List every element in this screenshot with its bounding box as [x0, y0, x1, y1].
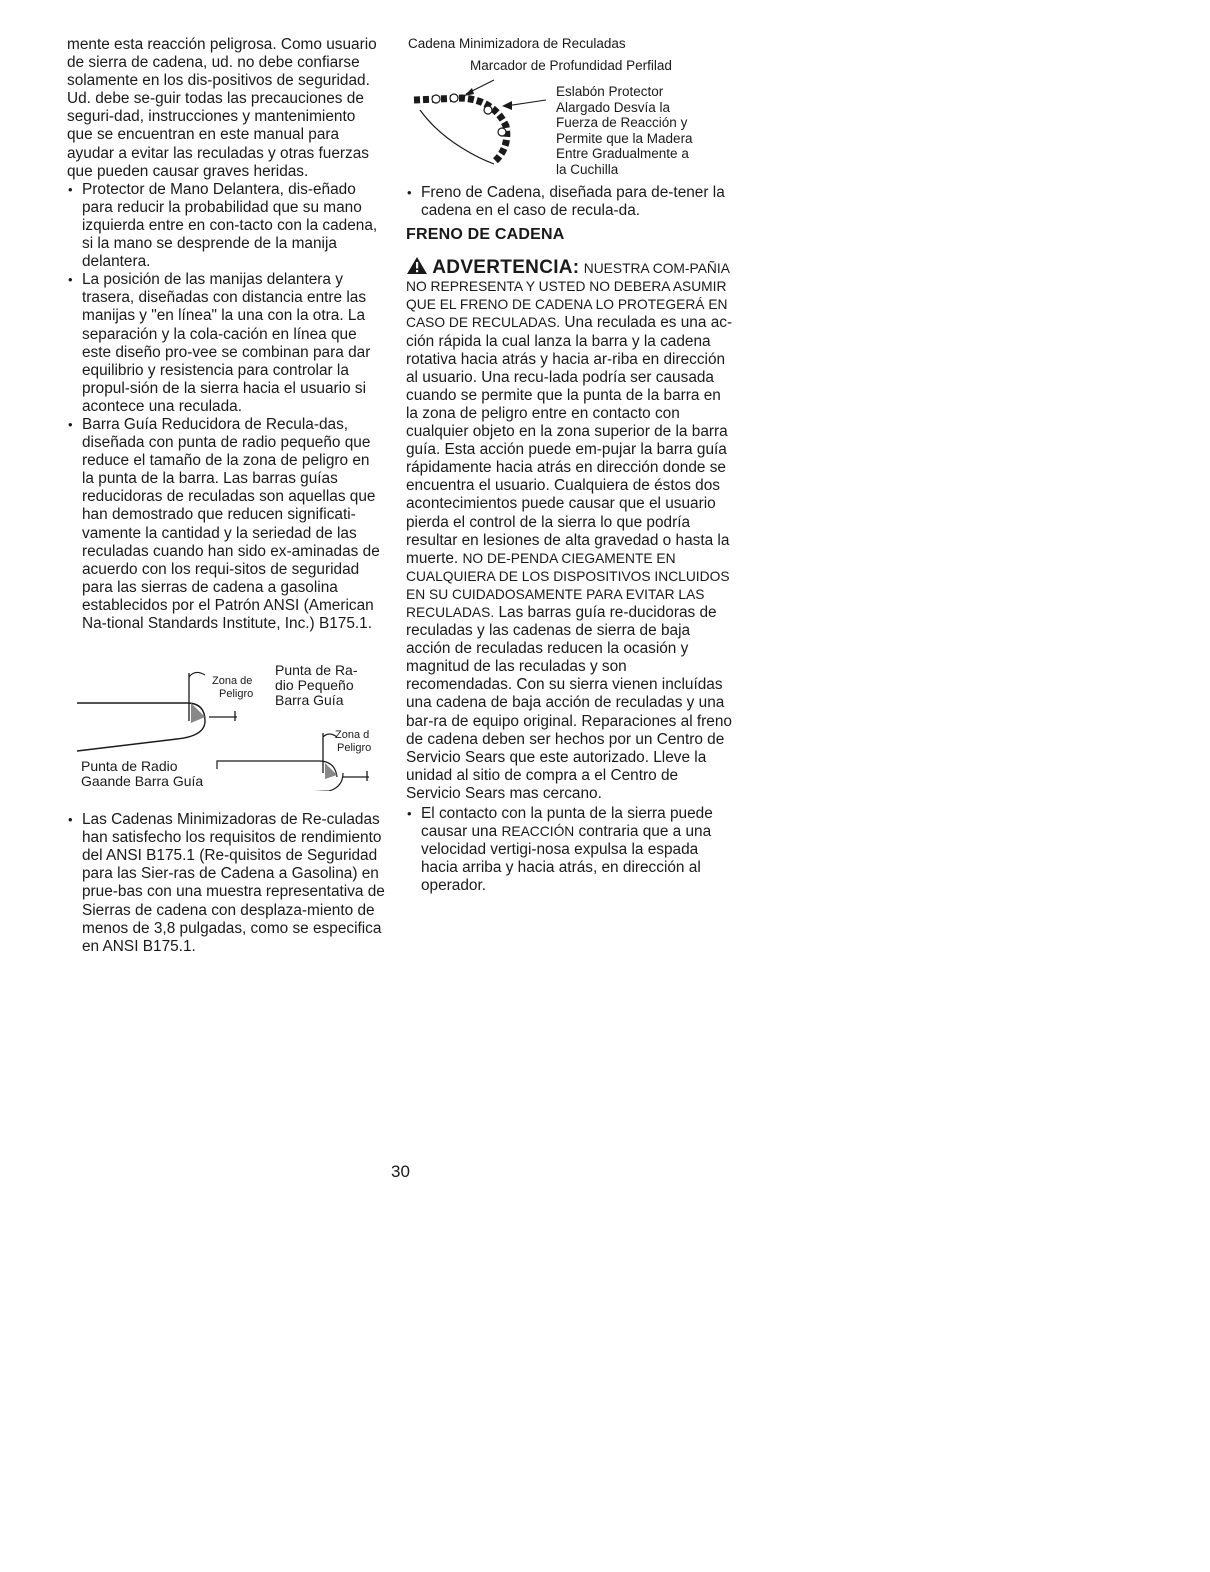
danger-zone-label: Zona d — [335, 729, 370, 742]
small-radius-tip-label: Punta de Ra- dio Pequeño Barra Guía — [275, 662, 358, 709]
warning-paragraph — [406, 256, 736, 803]
contact-list — [406, 805, 736, 895]
guide-bar-figure — [67, 651, 385, 791]
list-item: • Las Cadenas Minimizadoras de Re-culadas han satisfecho los requisitos de rendimiento del ANSI B175.1 (Re-quisitos de Seguridad para las Sier-ras de Cadena a Gasolina) en prue-bas con una muestra representativa de Sierras de cadena con desplaza-miento de menos de 3,8 pulgadas, como se especifica en ANSI B175.1. — [67, 811, 385, 956]
contact-text: El contacto con la punta de la sierra puede causar una — [421, 805, 713, 841]
list-item — [406, 805, 736, 895]
warning-icon — [406, 256, 428, 275]
chain-list — [67, 811, 385, 956]
right-column — [406, 36, 736, 895]
depth-gauge-label: Marcador de Profundidad Perfilad — [470, 58, 672, 73]
danger-zone-label: Peligro — [337, 742, 372, 755]
contact-caps: REACCIÓN — [501, 824, 575, 840]
warning-text: Las barras guía re-ducidoras de reculadas y las cadenas de sierra de baja acción de reculadas reducen la ocasión y magnitud de las reculadas y son recomendadas. Con su sierra vienen incluídas una cadena de baja acción de reculadas y una bar-ra de equipo original. Reparaciones al freno de cadena deben ser hechos por un Centro de Servicio Sears que este autorizado. Lleve la unidad al sitio de compra a el Centro de Servicio Sears mas cercano. — [406, 603, 732, 802]
large-radius-tip-label: Punta de Radio Gaande Barra Guía — [81, 758, 204, 790]
danger-zone-label: Peligro — [219, 688, 254, 701]
list-item: • Freno de Cadena, diseñada para de-tener la cadena en el caso de recula-da. — [406, 184, 736, 220]
warning-caps: NO DE-PENDA CIEGAMENTE EN CUALQUIERA DE LOS DISPOSITIVOS INCLUIDOS EN SU CUIDADOSAMENTE PARA EVITAR LAS RECULADAS. — [406, 550, 730, 620]
contact-text: contraria que a una velocidad vertigi-nosa expulsa la espada hacia arriba y hacia atrás, en dirección al operador. — [421, 823, 712, 895]
figure-title: Cadena Minimizadora de Reculadas — [408, 36, 626, 51]
list-item: • Protector de Mano Delantera, dis-eñado para reducir la probabilidad que su mano izquierda entre en con-tacto con la cadena, si la mano se desprende de la manija delantera. — [67, 181, 385, 271]
warning-word: ADVERTENCIA: — [432, 257, 580, 279]
guard-link-label: Eslabón Protector Alargado Desvía la Fuerza de Reacción y Permite que la Madera Entre Gradualmente a la Cuchilla — [556, 84, 693, 177]
list-item: • La posición de las manijas delantera y trasera, diseñadas con distancia entre las manijas y "en línea" la una con la otra. La separación y la cola-cación en línea que este diseño pro-vee se combinan para dar equilibrio y resistencia para controlar la propul-sión de la sierra hacia el usuario si acontece una reculada. — [67, 271, 385, 416]
section-heading: FRENO DE CADENA — [406, 226, 565, 244]
left-column — [67, 36, 385, 956]
danger-zone-label: Zona de — [212, 675, 253, 688]
brake-list — [406, 184, 736, 220]
intro-paragraph: mente esta reacción peligrosa. Como usuario de sierra de cadena, ud. no debe confiarse solamente en los dis-positivos de seguridad. Ud. debe se-guir todas las precauciones de seguri-dad, instrucciones y mantenimiento que se encuentran en este manual para ayudar a evitar las reculadas y otras fuerzas que pueden causar graves heridas. — [67, 36, 377, 180]
warning-caps: NUESTRA COM-PAÑIA NO REPRESENTA Y USTED NO DEBERA ASUMIR QUE EL FRENO DE CADENA LO PROTEGERÁ EN CASO DE RECULADAS. — [406, 261, 730, 331]
list-item: • Barra Guía Reducidora de Recula-das, diseñada con punta de radio pequeño que reduce el tamaño de la zona de peligro en la punta de la barra. Las barras guías reducidoras de reculadas son aquellas que han demostrado que reducen significati-vamente la cantidad y la seriedad de las reculadas cuando han sido ex-aminadas de acuerdo con los requi-sitos de seguridad para las sierras de cadena a gasolina establecidos por el Patrón ANSI (American Na-tional Standards Institute, Inc.) B175.1. — [67, 416, 385, 633]
safety-feature-list — [67, 181, 385, 633]
page-number: 30 — [391, 1162, 410, 1181]
warning-text: Una reculada es una ac-ción rápida la cual lanza la barra y la cadena rotativa hacia atrás y hacia ar-riba en dirección al usuario. Una recu-lada podría ser causada cuando se permite que la punta de la barra en la zona de peligro entre en contacto con cualquier objeto en la zona superior de la barra guía. Esta acción puede em-pujar la barra guía rápidamente hacia atrás en dirección donde se encuentra el usuario. Cualquiera de éstos dos acontecimientos puede causar que el usuario pierda el control de la sierra lo que podría resultar en lesiones de alta gravedad o hasta la muerte. — [406, 314, 733, 567]
low-kickback-chain-figure — [406, 36, 736, 178]
